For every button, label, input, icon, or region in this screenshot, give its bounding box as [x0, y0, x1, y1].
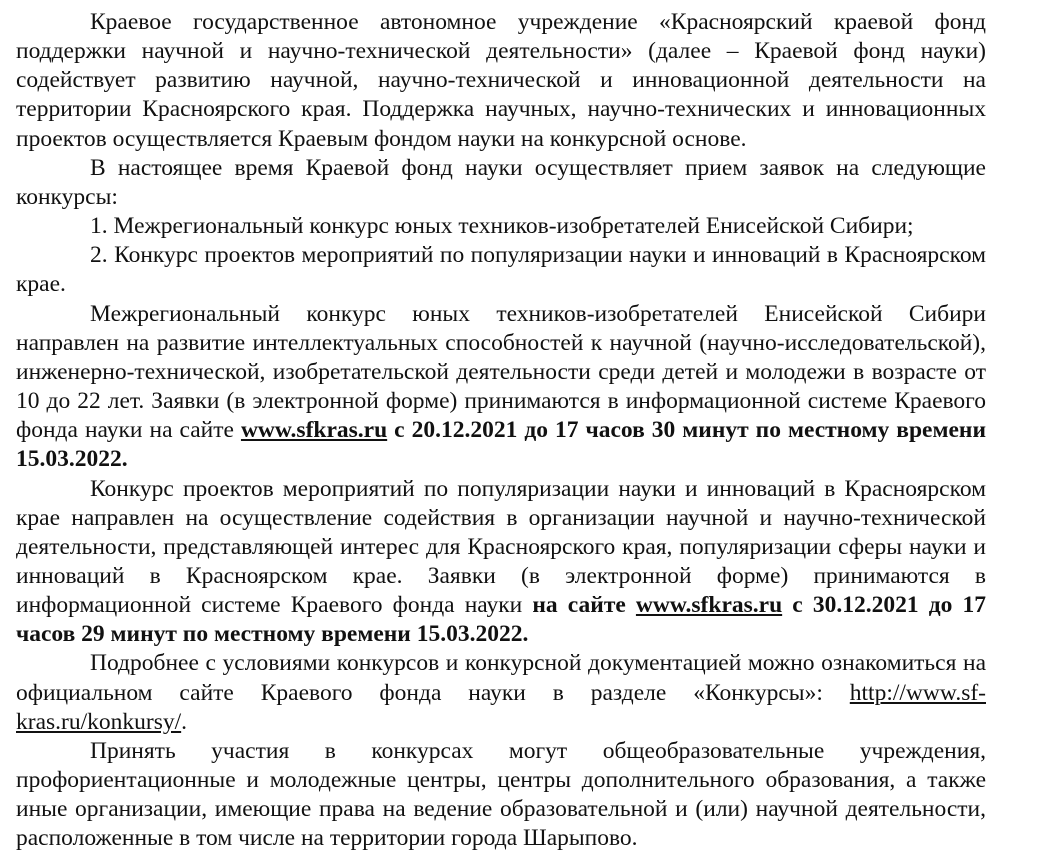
- details-text: Подробнее с условиями конкурсов и конкурсной документацией можно ознакомиться на официальном сайте Краевого фонда науки в разделе «Конкурсы»:: [16, 650, 986, 706]
- sfkras-link-2[interactable]: www.sfkras.ru: [635, 592, 783, 619]
- details-tail: .: [181, 708, 188, 735]
- intro-paragraph: Краевое государственное автономное учреждение «Красноярский краевой фонд поддержки научной и научно-технической деятельности» (далее – Краевой фонд науки) содействует развитию научной, научно-технической и инновационной деятельности на территории Красноярского края. Поддержка научных, научно-технических и инновационных проектов осуществляется Краевым фондом науки на конкурсной основе.: [16, 9, 986, 152]
- contest-2-description: [16, 475, 986, 650]
- konkursy-link[interactable]: http://www.sf-kras.ru/konkursy/: [16, 679, 986, 735]
- contest-2-deadline-head: на сайте: [532, 592, 636, 619]
- document-page: [16, 8, 986, 854]
- participants-paragraph: Принять участия в конкурсах могут общеобразовательные учреждения, профориентационные и молодежные центры, центры дополнительного образования, а также иные организации, имеющие права на ведение образовательной и (или) научной деятельности, расположенные в том числе на территории города Шарыпово.: [16, 737, 986, 852]
- contest-1-text: Межрегиональный конкурс юных техников-изобретателей Енисейской Сибири направлен на развитие интеллектуальных способностей к научной (научно-исследовательской), инженерно-технической, изобретательской деятельности среди детей и молодежи в возрасте от 10 до 22 лет. Заявки (в электронной форме) принимаются в информационной системе Краевого фонда науки на сайте: [16, 300, 986, 444]
- contest-2-deadline-text: с 30.12.2021 до 17 часов 29 минут по местному времени 15.03.2022.: [16, 592, 986, 648]
- contest-1-deadline-text: с 20.12.2021 до 17 часов 30 минут по местному времени 15.03.2022.: [16, 417, 986, 473]
- contests-intro-paragraph: В настоящее время Краевой фонд науки осуществляет прием заявок на следующие конкурсы:: [16, 154, 986, 210]
- contest-1-description: [16, 300, 986, 475]
- contest-list-item-1: 1. Межрегиональный конкурс юных техников-изобретателей Енисейской Сибири;: [90, 213, 914, 240]
- details-paragraph: [16, 649, 986, 736]
- sfkras-link-1[interactable]: www.sfkras.ru: [240, 417, 388, 444]
- contest-list-item-2: 2. Конкурс проектов мероприятий по популяризации науки и инноваций в Красноярском крае.: [16, 242, 986, 298]
- contest-2-text: Конкурс проектов мероприятий по популяризации науки и инноваций в Красноярском крае направлен на осуществление содействия в организации научной и научно-технической деятельности, представляющей интерес для Красноярского края, популяризации сферы науки и инноваций в Красноярском крае. Заявки (в электронной форме) принимаются в информационной системе Краевого фонда науки: [16, 475, 986, 619]
